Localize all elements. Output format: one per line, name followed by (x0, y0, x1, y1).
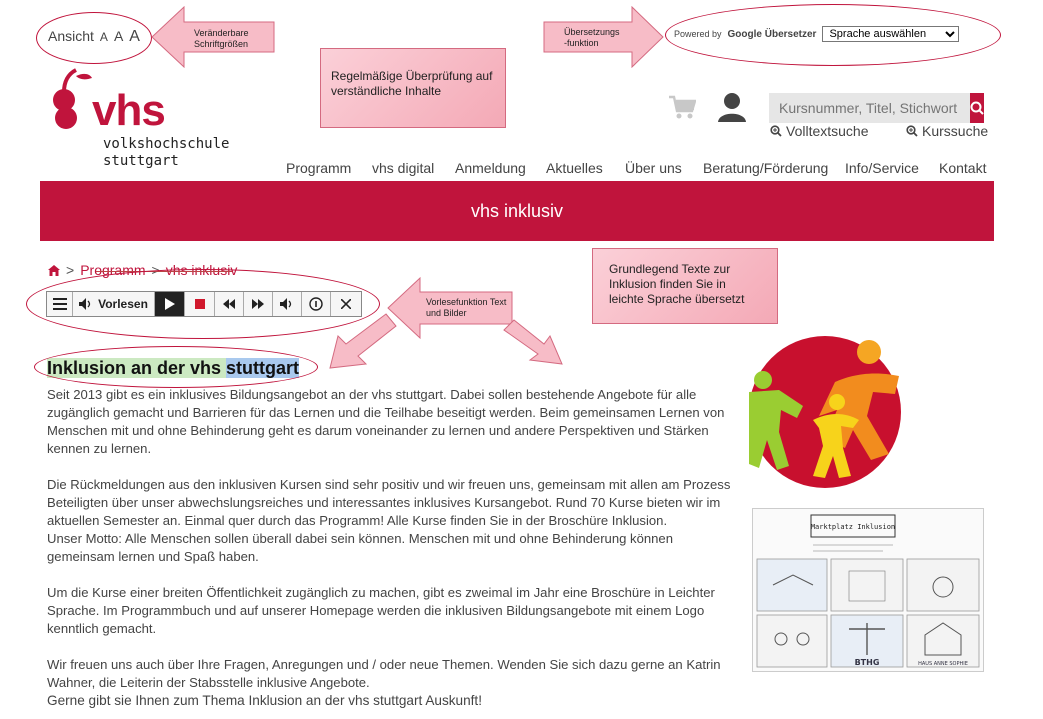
font-size-highlight-ellipse (36, 12, 152, 64)
svg-text:BTHG: BTHG (854, 658, 880, 667)
search-input[interactable] (769, 93, 970, 123)
annotation-arrow-down-left (328, 312, 398, 370)
main-content (47, 386, 737, 710)
annotation-font-sizes: Veränderbare Schriftgrößen (194, 28, 249, 49)
vhs-logo[interactable] (48, 68, 230, 174)
magnifier-plus-icon (770, 125, 782, 137)
inclusion-logo-image (749, 336, 901, 488)
breadcrumb-separator: > (151, 262, 160, 278)
powered-by-label: Powered by (674, 29, 722, 39)
font-size-label: Ansicht (48, 28, 94, 44)
annotation-translation: Übersetzungs -funktion (564, 27, 620, 48)
breadcrumb-separator: > (66, 262, 75, 278)
read-aloud-label: Vorlesen (98, 297, 148, 311)
page-title-part1: Inklusion an der vhs (47, 358, 227, 378)
logo-subtitle: volkshochschule stuttgart (103, 136, 230, 169)
search-icon (970, 101, 984, 115)
paragraph-feedback: Die Rückmeldungen aus den inklusiven Kursen sind sehr positiv und wir freuen uns, gemeinsam mit allen am Prozess Beteiligten über unser abwechslungsreiches und interessantes inklusives Kursangebot. Rund 70 Kurse bieten wir im aktuellen Semester an. Einmal quer durch das Programm! Alle Kurse finden Sie in der Broschüre Inklusion. (47, 477, 731, 528)
svg-text:HAUS ANNE SOPHIE: HAUS ANNE SOPHIE (918, 661, 968, 667)
main-nav (0, 160, 1043, 178)
nav-item-programm[interactable]: Programm (286, 160, 352, 176)
nav-item-aktuelles[interactable]: Aktuelles (546, 160, 603, 176)
fulltext-search-link[interactable] (770, 123, 869, 139)
search-button[interactable] (970, 93, 984, 123)
annotation-read-aloud: Vorlesefunktion Text und Bilder (426, 297, 507, 318)
breadcrumb-current: vhs inklusiv (165, 262, 238, 278)
sketch-illustration (753, 509, 983, 671)
user-icon[interactable] (717, 92, 747, 122)
page-banner (40, 181, 994, 241)
annotation-arrow-down-right (502, 318, 564, 366)
fulltext-search-label: Volltextsuche (786, 123, 869, 139)
home-icon[interactable] (48, 265, 60, 276)
search-bar (769, 93, 984, 123)
svg-text:Marktplatz Inklusion: Marktplatz Inklusion (810, 523, 896, 531)
logo-brand: vhs (92, 86, 165, 135)
magnifier-plus-icon (906, 125, 918, 137)
page-title-part2: stuttgart (226, 358, 300, 378)
nav-item-info-service[interactable]: Info/Service (845, 160, 919, 176)
nav-item-anmeldung[interactable]: Anmeldung (455, 160, 526, 176)
paragraph-brochure: Um die Kurse einer breiten Öffentlichkeit zugänglich zu machen, gibt es zweimal im Jahr eine Broschüre in Leichter Sprache. Im Programmbuch und auf unserer Homepage werden die inklusiven Bildungsangebote mit einem Logo kenntlich gemacht. (47, 585, 715, 636)
nav-item-beratung[interactable]: Beratung/Förderung (703, 160, 829, 176)
nav-item-ueber-uns[interactable]: Über uns (625, 160, 682, 176)
course-search-link[interactable] (906, 123, 988, 139)
translate-highlight-ellipse (665, 4, 1001, 66)
course-search-label: Kurssuche (922, 123, 989, 139)
banner-title: vhs inklusiv (470, 200, 564, 221)
nav-item-vhs-digital[interactable]: vhs digital (372, 160, 435, 176)
font-size-medium[interactable]: A (113, 28, 124, 44)
nav-item-kontakt[interactable]: Kontakt (939, 160, 987, 176)
cherry-icon (50, 68, 96, 130)
google-translate-brand: Google Übersetzer (727, 28, 817, 40)
reader-highlight-ellipse (26, 269, 380, 339)
title-highlight-ellipse (34, 346, 318, 388)
annotation-review: Regelmäßige Überprüfung auf verständliche Inhalte (320, 48, 506, 128)
paragraph-intro: Seit 2013 gibt es ein inklusives Bildungsangebot an der vhs stuttgart. Dabei sollen bestehende Angebote für alle zugänglich gemacht und Barrieren für das Lernen und die Teilhabe beseitigt werden. Beim gemeinsamen Lernen von Menschen mit und ohne Behinderung geht es darum voneinander zu lernen und andere Perspektiven und Stärken kennen zu lernen. (47, 387, 725, 456)
marketplace-sketch-image (752, 508, 984, 672)
paragraph-closing: Gerne gibt sie Ihnen zum Thema Inklusion an der vhs stuttgart Auskunft! (47, 693, 482, 708)
font-size-small[interactable]: A (99, 30, 108, 44)
paragraph-contact: Wir freuen uns auch über Ihre Fragen, Anregungen und / oder neue Themen. Wenden Sie sich dazu gerne an Katrin Wahner, die Leiterin der Stabsstelle inklusive Angebote. (47, 657, 721, 690)
font-size-large[interactable]: A (129, 28, 140, 45)
paragraph-motto: Unser Motto: Alle Menschen sollen überall dabei sein können. Menschen mit und ohne Behinderung können gemeinsam lernen und Spaß haben. (47, 531, 673, 564)
cart-icon[interactable] (668, 95, 696, 121)
annotation-easy-language: Grundlegend Texte zur Inklusion finden Sie in leichte Sprache übersetzt (592, 248, 778, 324)
breadcrumb-programm[interactable]: Programm (80, 262, 146, 278)
